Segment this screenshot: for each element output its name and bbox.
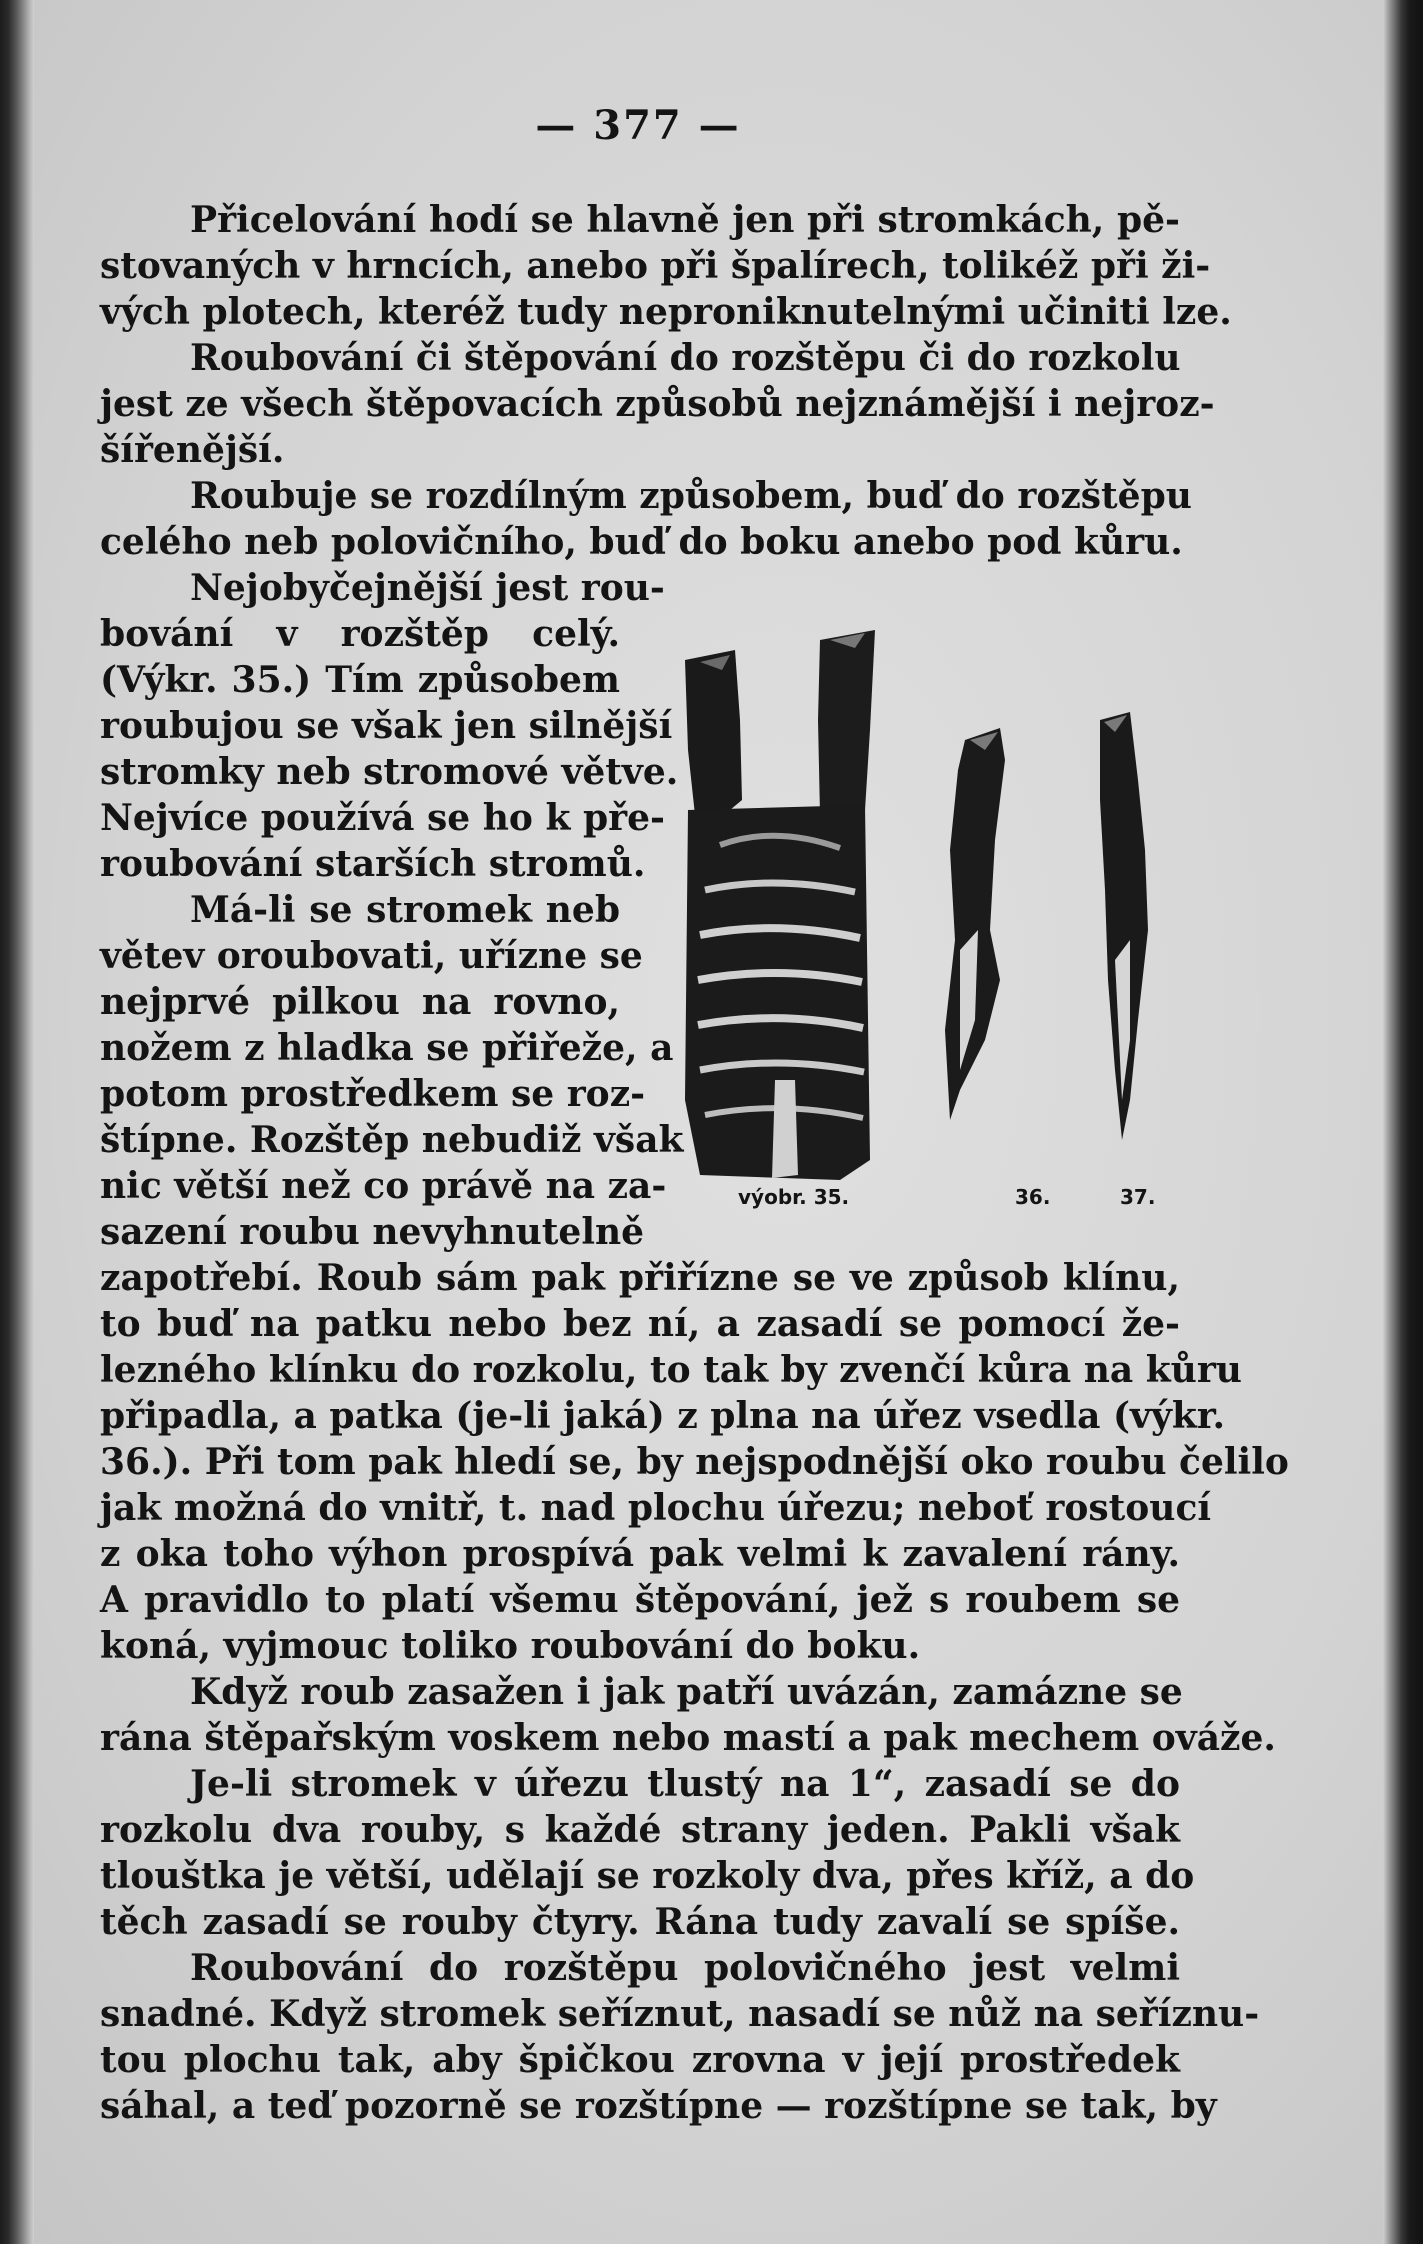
text-line: potom prostředkem se roz- — [100, 1073, 646, 1115]
text-line: tlouštka je větší, udělají se rozkoly dva, přes kříž, a do — [100, 1855, 1195, 1897]
text-line: nic větší než co právě na za- — [100, 1165, 667, 1207]
text-line: těch zasadí se rouby čtyry. Rána tudy zavalí se spíše. — [100, 1901, 1180, 1943]
text-line: stovaných v hrncích, anebo při špalírech, tolikéž při ži- — [100, 245, 1211, 287]
text-line: koná, vyjmouc toliko roubování do boku. — [100, 1625, 921, 1667]
text-line: větev oroubovati, uřízne se — [100, 935, 643, 977]
text-line: štípne. Rozštěp nebudiž však — [100, 1119, 684, 1161]
text-line: Nejvíce používá se ho k pře- — [100, 797, 665, 839]
text-line: zapotřebí. Roub sám pak přiřízne se ve způsob klínu, — [100, 1257, 1180, 1299]
text-line: sáhal, a teď pozorně se rozštípne — rozštípne se tak, by — [100, 2085, 1217, 2127]
text-line: roubujou se však jen silnější — [100, 705, 673, 747]
figure-35-cleft-graft — [685, 630, 875, 1180]
text-line: Nejobyčejnější jest rou- — [190, 567, 665, 609]
text-line: Je-li stromek v úřezu tlustý na 1“, zasadí se do — [190, 1763, 1180, 1805]
text-line: celého neb polovičního, buď do boku anebo pod kůru. — [100, 521, 1183, 563]
text-line: snadné. Když stromek seříznut, nasadí se nůž na seříznu- — [100, 1993, 1260, 2035]
figure-37-caption: 37. — [1120, 1185, 1156, 1209]
text-line: nožem z hladka se přiřeže, a — [100, 1027, 674, 1069]
text-line: Když roub zasažen i jak patří uvázán, zamázne se — [190, 1671, 1183, 1713]
text-line: to buď na patku nebo bez ní, a zasadí se pomocí že- — [100, 1303, 1180, 1345]
page-number: — 377 — — [535, 102, 741, 149]
page-edge-shadow — [1383, 0, 1423, 2244]
text-line: z oka toho výhon prospívá pak velmi k zavalení rány. — [100, 1533, 1180, 1575]
text-line: jak možná do vnitř, t. nad plochu úřezu; neboť rostoucí — [100, 1487, 1212, 1529]
text-line: sazení roubu nevyhnutelně — [100, 1211, 645, 1253]
figure-36-caption: 36. — [1015, 1185, 1051, 1209]
text-line: lezného klínku do rozkolu, to tak by zvenčí kůra na kůru — [100, 1349, 1242, 1391]
text-line: stromky neb stromové větve. — [100, 751, 679, 793]
text-line: tou plochu tak, aby špičkou zrovna v její prostředek — [100, 2039, 1180, 2081]
text-line: vých plotech, kteréž tudy neproniknutelnými učiniti lze. — [100, 291, 1232, 333]
text-line: Roubování do rozštěpu polovičného jest velmi — [190, 1947, 1180, 1989]
page-binding-shadow — [0, 0, 34, 2244]
text-line: A pravidlo to platí všemu štěpování, jež s roubem se — [100, 1579, 1180, 1621]
text-line: Má-li se stromek neb — [190, 889, 620, 931]
text-line: nejprvé pilkou na rovno, — [100, 981, 620, 1023]
text-line: Roubuje se rozdílným způsobem, buď do rozštěpu — [190, 475, 1192, 517]
text-line: 36.). Při tom pak hledí se, by nejspodnější oko roubu čelilo — [100, 1441, 1289, 1483]
text-line: připadla, a patka (je-li jaká) z plna na úřez vsedla (výkr. — [100, 1395, 1226, 1437]
figure-35-caption: výobr. 35. — [738, 1185, 850, 1209]
text-line: rozkolu dva rouby, s každé strany jeden. Pakli však — [100, 1809, 1180, 1851]
text-line: šířenější. — [100, 429, 285, 471]
grafting-drawings — [660, 600, 1220, 1210]
text-line: rána štěpařským voskem nebo mastí a pak mechem ováže. — [100, 1717, 1276, 1759]
grafting-illustration — [660, 600, 1220, 1210]
text-line: Přicelování hodí se hlavně jen při stromkách, pě- — [190, 199, 1180, 241]
text-line: jest ze všech štěpovacích způsobů nejznámější i nejroz- — [100, 383, 1215, 425]
figure-36-scion-with-heel — [945, 728, 1005, 1120]
text-line: (Výkr. 35.) Tím způsobem — [100, 659, 620, 701]
text-line: bování v rozštěp celý. — [100, 613, 620, 655]
figure-37-wedge-scion — [1100, 712, 1148, 1140]
text-line: roubování starších stromů. — [100, 843, 646, 885]
text-line: Roubování či štěpování do rozštěpu či do rozkolu — [190, 337, 1181, 379]
